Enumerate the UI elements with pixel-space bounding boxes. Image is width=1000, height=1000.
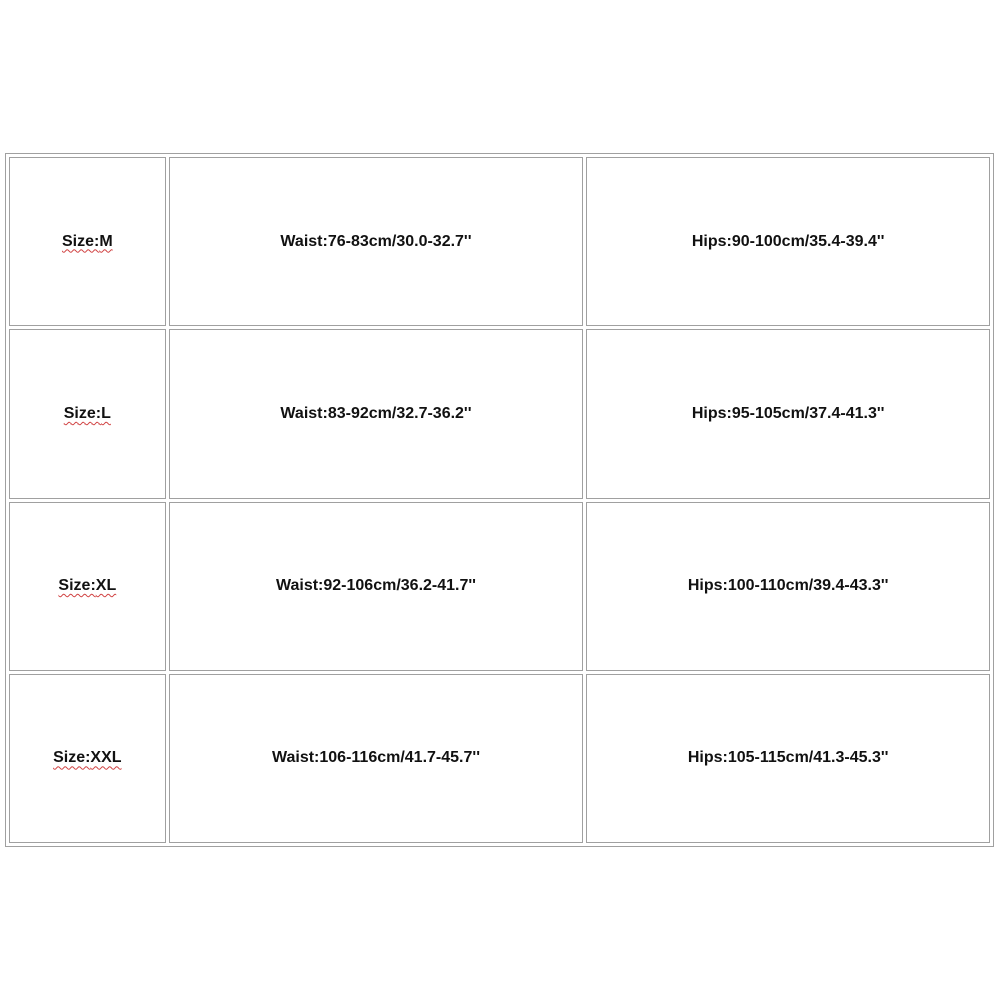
waist-cell: Waist:92-106cm/36.2-41.7'' <box>169 502 584 671</box>
size-value: L <box>101 404 111 422</box>
size-label: Size:XL <box>58 577 117 595</box>
size-row-xl <box>9 502 990 671</box>
size-cell <box>9 157 166 326</box>
hips-cell: Hips:100-110cm/39.4-43.3'' <box>586 502 990 671</box>
hips-cell: Hips:95-105cm/37.4-41.3'' <box>586 329 990 498</box>
hips-cell: Hips:105-115cm/41.3-45.3'' <box>586 674 990 843</box>
size-row-m <box>9 157 990 326</box>
waist-cell: Waist:106-116cm/41.7-45.7'' <box>169 674 584 843</box>
waist-cell: Waist:76-83cm/30.0-32.7'' <box>169 157 584 326</box>
size-label: Size:XXL <box>53 749 122 767</box>
size-row-xxl <box>9 674 990 843</box>
size-row-l <box>9 329 990 498</box>
size-value: M <box>99 232 113 250</box>
size-value: XXL <box>90 749 122 767</box>
hips-cell: Hips:90-100cm/35.4-39.4'' <box>586 157 990 326</box>
size-label: Size:M <box>61 232 113 250</box>
waist-cell: Waist:83-92cm/32.7-36.2'' <box>169 329 584 498</box>
size-value: XL <box>95 577 117 595</box>
size-cell <box>9 674 166 843</box>
size-chart-table <box>5 153 994 847</box>
size-cell <box>9 329 166 498</box>
size-label: Size:L <box>63 404 111 422</box>
size-cell <box>9 502 166 671</box>
